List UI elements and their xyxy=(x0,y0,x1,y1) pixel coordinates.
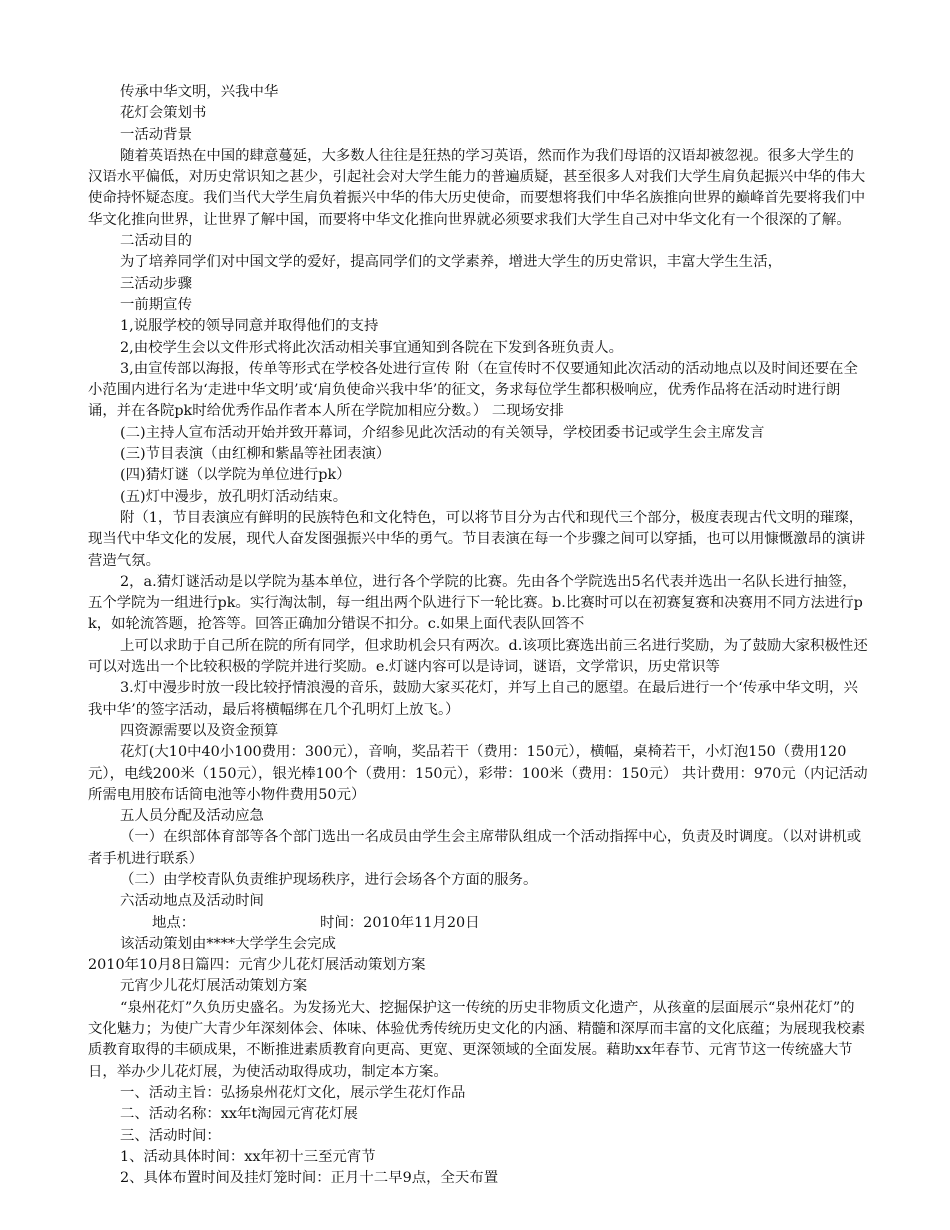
paragraph: 附（1，节目表演应有鲜明的民族特色和文化特色，可以将节目分为古代和现代三个部分，极度表现古代文明的璀璨，现当代中华文化的发展，现代人奋发图强振兴中华的勇气。节目表演在每一个步骤之间可以穿插，也可以用慷慨激昂的演讲营造气氛。 xyxy=(88,509,866,569)
time-label: 时间：2010年11月20日 xyxy=(320,914,480,931)
paragraph: 四资源需要以及资金预算 xyxy=(120,722,279,739)
paragraph: (四)猜灯谜（以学院为单位进行pk） xyxy=(120,467,351,484)
paragraph: 2，a.猜灯谜活动是以学院为基本单位，进行各个学院的比赛。先由各个学院选出5名代表并选出一名队长进行抽签，五个学院为一组进行pk。实行淘汰制，每一组出两个队进行下一轮比赛。b.比赛时可以在初赛复赛和决赛用不同方法进行pk，如轮流答题，抢答等。回答正确加分错误不扣分。c.如果上面代表队回答不 xyxy=(88,573,863,633)
paragraph: （一）在织部体育部等各个部门选出一名成员由学生会主席带队组成一个活动指挥中心，负责及时调度。（以对讲机或者手机进行联系） xyxy=(88,829,862,867)
paragraph: 为了培养同学们对中国文学的爱好，提高同学们的文学素养，增进大学生的历史常识，丰富大学生生活， xyxy=(120,254,782,271)
paragraph: 一、活动主旨：弘扬泉州花灯文化，展示学生花灯作品 xyxy=(120,1084,466,1101)
paragraph: 元宵少儿花灯展活动策划方案 xyxy=(120,978,308,995)
paragraph: “泉州花灯”久负历史盛名。为发扬光大、挖掘保护这一传统的历史非物质文化遗产，从孩童的层面展示“泉州花灯”的文化魅力；为使广大青少年深刻体会、体味、体验优秀传统历史文化的内涵、精髓和深厚而丰富的文化底蕴；为展现我校素质教育取得的丰硕成果，不断推进素质教育向更高、更宽、更深领域的全面发展。藉助xx年春节、元宵节这一传统盛大节日，举办少儿花灯展，为使活动取得成功，制定本方案。 xyxy=(88,999,866,1080)
paragraph: （二）由学校青队负责维护现场秩序，进行会场各个方面的服务。 xyxy=(120,871,538,888)
paragraph: 1,说服学校的领导同意并取得他们的支持 xyxy=(120,318,379,335)
paragraph: 六活动地点及活动时间 xyxy=(120,893,264,910)
document-body-part2 xyxy=(88,934,868,1190)
paragraph: 五人员分配及活动应急 xyxy=(120,808,264,825)
paragraph: 1、活动具体时间：xx年初十三至元宵节 xyxy=(120,1148,376,1165)
paragraph: 一活动背景 xyxy=(120,126,192,143)
paragraph: 花灯会策划书 xyxy=(120,105,207,122)
paragraph: 2、具体布置时间及挂灯笼时间：正月十二早9点，全天布置 xyxy=(120,1170,499,1187)
paragraph: 上可以求助于自己所在院的所有同学，但求助机会只有两次。d.该项比赛选出前三名进行奖励，为了鼓励大家积极性还可以对选出一个比较积极的学院并进行奖励。e.灯谜内容可以是诗词，谜语，文学常识，历史常识等 xyxy=(88,637,868,676)
document-body-part1 xyxy=(88,82,868,913)
paragraph: 一前期宣传 xyxy=(120,296,192,313)
paragraph: 2,由校学生会以文件形式将此次活动相关事宜通知到各院在下发到各班负责人。 xyxy=(120,339,624,356)
location-time-line xyxy=(88,913,868,934)
paragraph: 传承中华文明，兴我中华 xyxy=(120,84,279,100)
paragraph: 二、活动名称：xx年t淘园元宵花灯展 xyxy=(120,1106,358,1123)
paragraph: (三)节目表演（由红柳和紫晶等社团表演） xyxy=(120,446,391,463)
paragraph: 三、活动时间： xyxy=(120,1127,221,1144)
paragraph: 随着英语热在中国的肆意蔓延，大多数人往往是狂热的学习英语，然而作为我们母语的汉语却被忽视。很多大学生的汉语水平偏低，对历史常识知之甚少，引起社会对大学生能力的普遍质疑，甚至很多人对我们大学生肩负起振兴中华的伟大使命持怀疑态度。我们当代大学生肩负着振兴中华的伟大历史使命，而要想将我们中华名族推向世界的巅峰首先要将我们中华文化推向世界，让世界了解中国，而要将中华文化推向世界就必须要求我们大学生自己对中华文化有一个很深的了解。 xyxy=(88,147,866,228)
paragraph: (二)主持人宣布活动开始并致开幕词，介绍参见此次活动的有关领导，学校团委书记或学生会主席发言 xyxy=(120,424,765,441)
paragraph: 花灯(大10中40小100费用：300元），音响，奖品若干（费用：150元），横幅，桌椅若干，小灯泡150（费用120元），电线200米（150元），银光棒100个（费用：150元），彩带：100米（费用：150元） 共计费用：970元（内记活动所需电用胶布话筒电池等小物件费用50元） xyxy=(88,744,868,803)
location-label: 地点： xyxy=(152,914,196,931)
paragraph: 三活动步骤 xyxy=(120,275,192,292)
paragraph: 3.灯中漫步时放一段比较抒情浪漫的音乐，鼓励大家买花灯，并写上自己的愿望。在最后进行一个‘传承中华文明，兴我中华’的签字活动，最后将横幅绑在几个孔明灯上放飞。） xyxy=(88,680,858,718)
paragraph: 3,由宣传部以海报，传单等形式在学校各处进行宣传 附（在宣传时不仅要通知此次活动的活动地点以及时间还要在全小范围内进行名为‘走进中华文明’或‘肩负使命兴我中华’的征文，务求每位学生都积极响应，优秀作品将在活动时进行朗诵，并在各院pk时给优秀作品作者本人所在学院加相应分数。） 二现场安排 xyxy=(88,360,858,420)
paragraph: 二活动目的 xyxy=(120,233,192,250)
paragraph: 该活动策划由****大学学生会完成 xyxy=(120,935,336,952)
paragraph: 2010年10月8日篇四：元宵少儿花灯展活动策划方案 xyxy=(88,957,426,974)
paragraph: (五)灯中漫步，放孔明灯活动结束。 xyxy=(120,488,348,505)
